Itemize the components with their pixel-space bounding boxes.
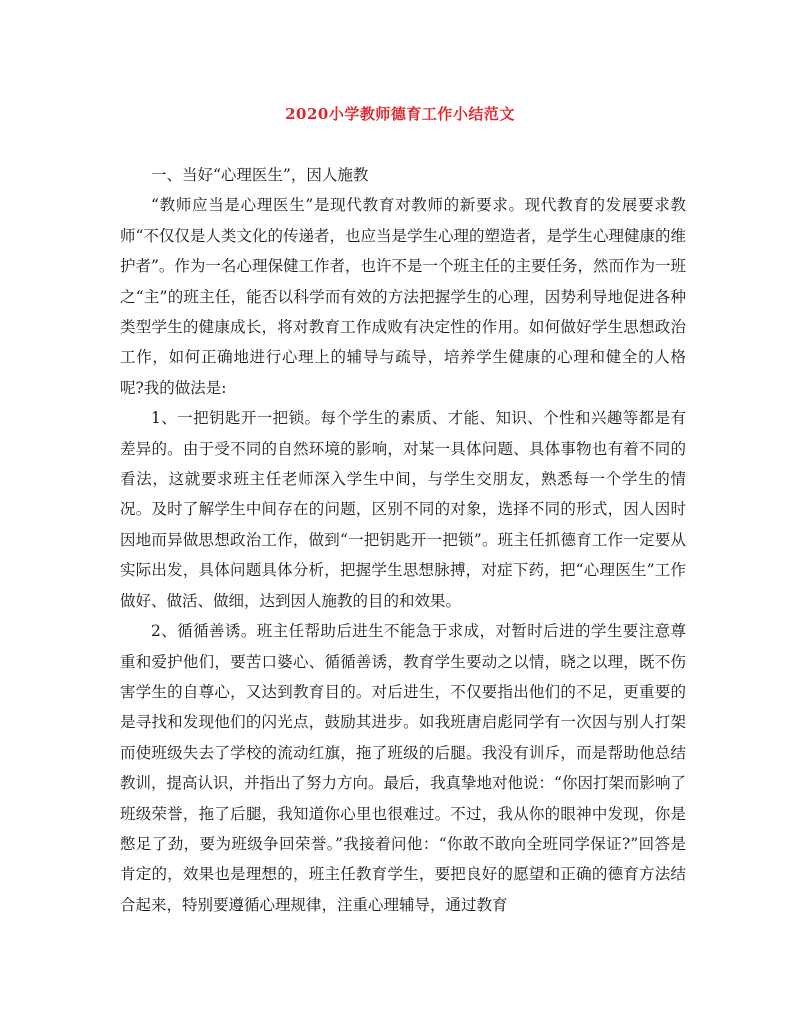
section-heading: 一、当好“心理医生”，因人施教 <box>151 166 369 184</box>
document-body <box>120 160 686 920</box>
body-paragraph: “教师应当是心理医生”是现代教育对教师的新要求。现代教育的发展要求教师“不仅仅是人类文化的传递者，也应当是学生心理的塑造者，是学生心理健康的维护者”。作为一名心理保健工作者，也许不是一个班主任的主要任务，然而作为一班之“主”的班主任，能否以科学而有效的方法把握学生的心理，因势利导地促进各种类型学生的健康成长，将对教育工作成败有决定性的作用。如何做好学生思想政治工作，如何正确地进行心理上的辅导与疏导，培养学生健康的心理和健全的人格呢?我的做法是: <box>120 196 686 397</box>
document-title: 2020小学教师德育工作小结范文 <box>285 105 515 123</box>
body-paragraph: 2、循循善诱。班主任帮助后进生不能急于求成，对暂时后进的学生要注意尊重和爱护他们，要苦口婆心、循循善诱，教育学生要动之以情，晓之以理，既不伤害学生的自尊心，又达到教育目的。对后进生，不仅要指出他们的不足，更重要的是寻找和发现他们的闪光点，鼓励其进步。如我班唐启彪同学有一次因与别人打架而使班级失去了学校的流动红旗，拖了班级的后腿。我没有训斥，而是帮助他总结教训，提高认识，并指出了努力方向。最后，我真挚地对他说：“你因打架而影响了班级荣誉，拖了后腿，我知道你心里也很难过。不过，我从你的眼神中发现，你是憋足了劲，要为班级争回荣誉。”我接着问他：“你敢不敢向全班同学保证?”回答是肯定的，效果也是理想的，班主任教育学生，要把良好的愿望和正确的德育方法结合起来，特别要遵循心理规律，注重心理辅导，通过教育 <box>120 622 686 914</box>
body-paragraph: 1、一把钥匙开一把锁。每个学生的素质、才能、知识、个性和兴趣等都是有差异的。由于受不同的自然环境的影响，对某一具体问题、具体事物也有着不同的看法，这就要求班主任老师深入学生中间，与学生交朋友，熟悉每一个学生的情况。及时了解学生中间存在的问题，区别不同的对象，选择不同的形式，因人因时因地而异做思想政治工作，做到“一把钥匙开一把锁”。班主任抓德育工作一定要从实际出发，具体问题具体分析，把握学生思想脉搏，对症下药，把“心理医生”工作做好、做活、做细，达到因人施教的目的和效果。 <box>120 409 686 610</box>
